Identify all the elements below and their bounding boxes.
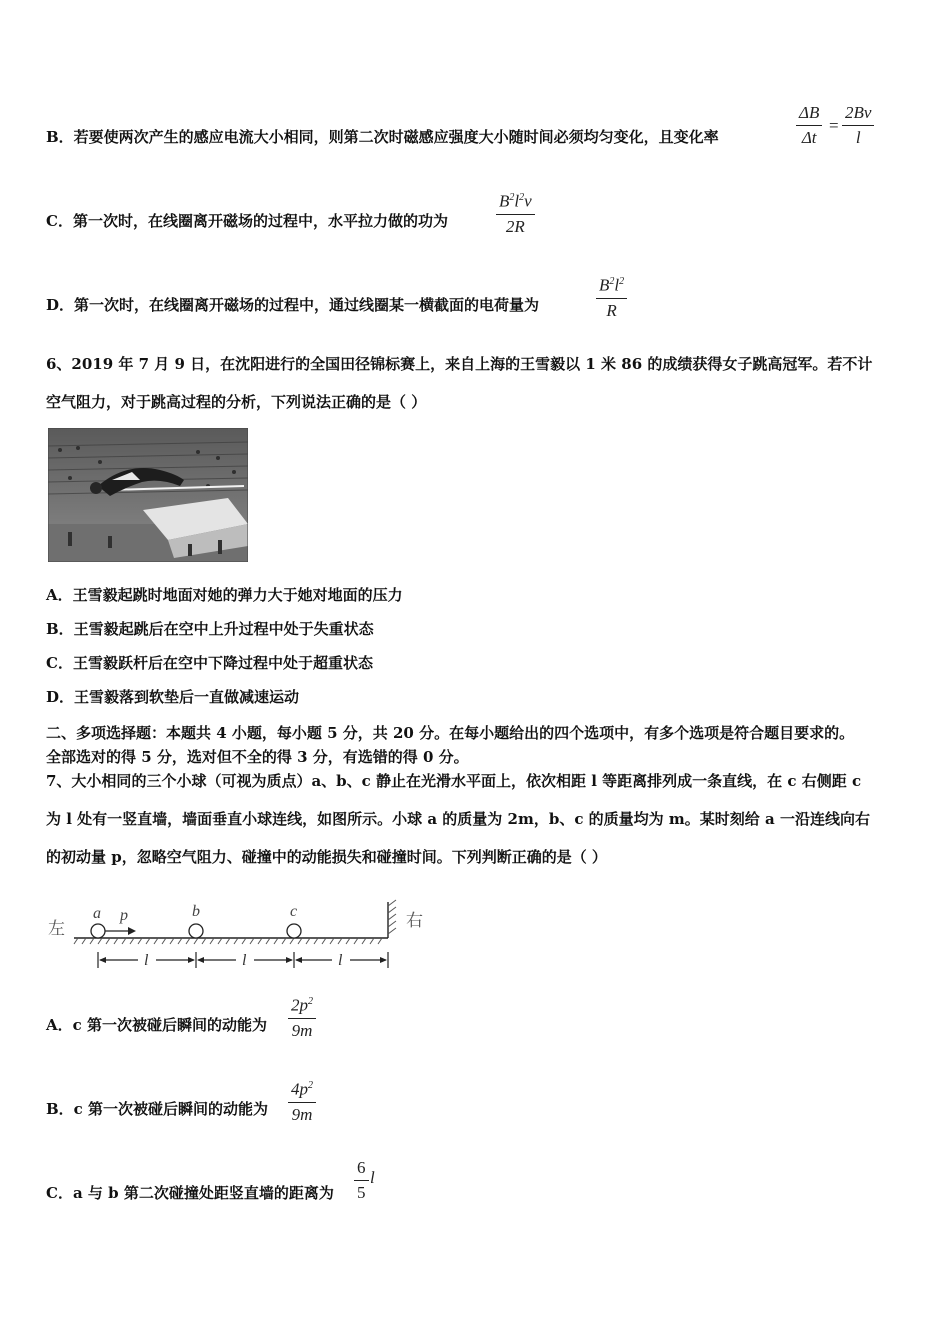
diagram-left-label: 左 [48,919,65,939]
q7-option-b: B．c 第一次被碰后瞬间的动能为 [46,1100,269,1118]
q5-option-c-work-fraction: $\frac{B^2l^2v}{2R}$ [496,188,535,237]
q5-option-b-rate-fraction: $\frac{\Delta B}{\Delta t}$ [796,103,822,148]
ball-a [91,924,105,938]
q6-option-c: C．王雪毅跃杆后在空中下降过程中处于超重状态 [46,654,373,672]
q7-option-a-energy-fraction: $\frac{2p^2}{9m}$ [288,992,316,1041]
spacing-label-bc: l [242,952,247,969]
momentum-arrowhead [128,927,136,935]
q6-option-b: B．王雪毅起跳后在空中上升过程中处于失重状态 [46,620,374,638]
momentum-label: p [120,907,128,924]
section2-instructions-line-1: 二、多项选择题：本题共 4 小题，每小题 5 分，共 20 分。在每小题给出的四个选项中，有多个选项是符合题目要求的。 [46,724,855,742]
q5-option-b-equals: = [829,116,839,135]
section2-instructions-line-2: 全部选对的得 5 分，选对但不全的得 3 分，有选错的得 0 分。 [46,748,469,766]
ball-a-label: a [93,905,101,922]
ball-c [287,924,301,938]
ball-c-label: c [290,903,298,920]
q6-option-d: D．王雪毅落到软垫后一直做减速运动 [46,688,300,706]
wall-hatching [388,900,396,934]
ground-hatching [74,938,382,944]
q7-option-c-length-symbol: l [370,1168,375,1187]
q7-option-c-distance-fraction: $\frac{6}{5}$ [354,1158,369,1203]
three-balls-diagram [44,896,444,974]
q5-option-b-rhs-fraction: $\frac{2Bv}{l}$ [842,103,874,148]
q5-option-c: C．第一次时，在线圈离开磁场的过程中，水平拉力做的功为 [46,212,448,230]
q5-option-b: B．若要使两次产生的感应电流大小相同，则第二次时磁感应强度大小随时间必须均匀变化，且变化率 [46,128,719,146]
q6-option-a: A．王雪毅起跳时地面对她的弹力大于她对地面的压力 [46,586,403,604]
q7-stem-line-3: 的初动量 p，忽略空气阻力、碰撞中的动能损失和碰撞时间。下列判断正确的是（ ） [46,848,607,866]
q6-stem-line-1: 6、2019 年 7 月 9 日，在沈阳进行的全国田径锦标赛上，来自上海的王雪毅以 1 米 86 的成绩获得女子跳高冠军。若不计 [46,355,873,373]
q7-stem-line-1: 7、大小相同的三个小球（可视为质点）a、b、c 静止在光滑水平面上，依次相距 l 等距离排列成一条直线，在 c 右侧距 c [46,772,862,790]
spacing-label-ab: l [144,952,149,969]
q7-option-c: C．a 与 b 第二次碰撞处距竖直墙的距离为 [46,1184,334,1202]
ball-b [189,924,203,938]
q5-option-d: D．第一次时，在线圈离开磁场的过程中，通过线圈某一横截面的电荷量为 [46,296,540,314]
high-jump-photo [48,428,248,562]
q7-option-b-energy-fraction: $\frac{4p^2}{9m}$ [288,1076,316,1125]
spacing-label-c-wall: l [338,952,343,969]
q7-stem-line-2: 为 l 处有一竖直墙，墙面垂直小球连线，如图所示。小球 a 的质量为 2m，b、c 的质量均为 m。某时刻给 a 一沿连线向右 [46,810,870,828]
q7-option-a: A．c 第一次被碰后瞬间的动能为 [46,1016,267,1034]
diagram-right-label: 右 [406,911,423,931]
q5-option-d-charge-fraction: $\frac{B^2l^2}{R}$ [596,272,627,321]
ball-b-label: b [192,903,200,920]
q6-stem-line-2: 空气阻力，对于跳高过程的分析，下列说法正确的是（ ） [46,393,427,411]
